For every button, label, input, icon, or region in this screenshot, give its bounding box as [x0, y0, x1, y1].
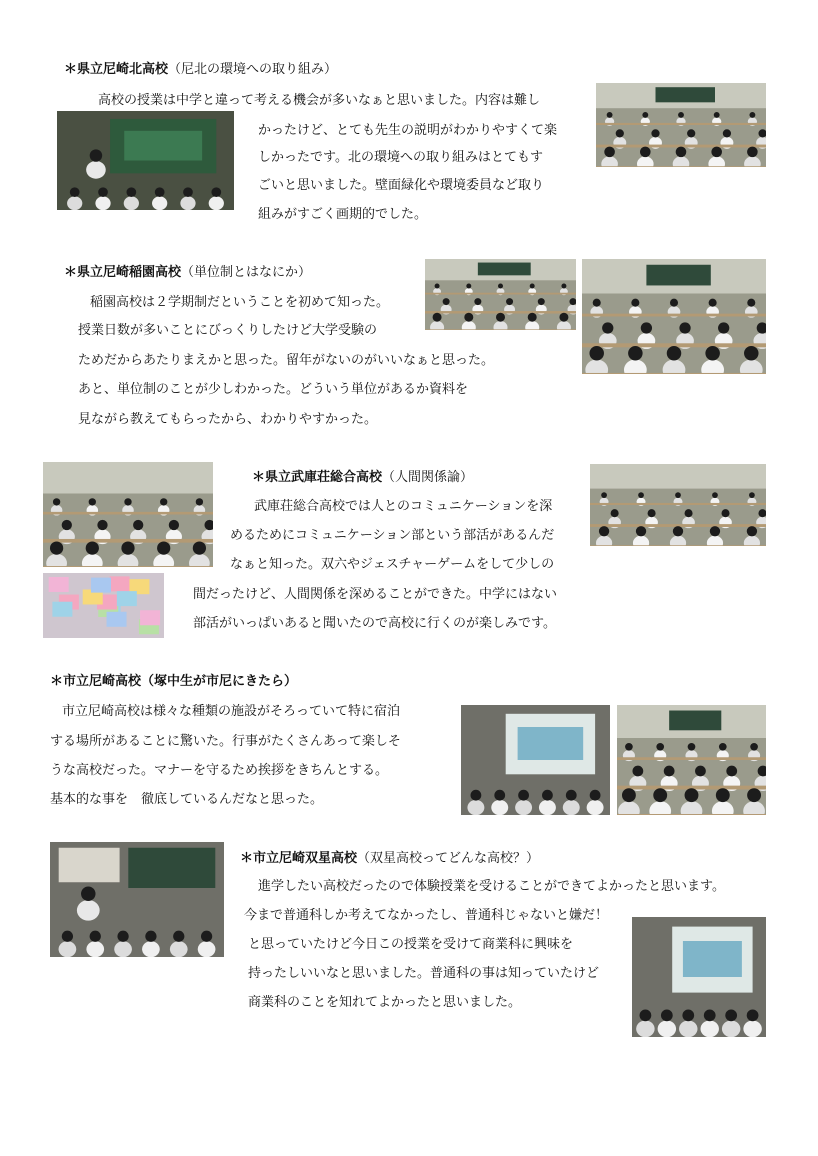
- section-heading-mukonoso: [252, 468, 473, 488]
- section-subtitle: （塚中生が市尼にきたら）: [141, 674, 298, 689]
- paragraph-line: 持ったしいいなと思いました。普通科の事は知っていたけど: [248, 966, 600, 981]
- paragraph-line: めるためにコミュニケーション部という部活があるんだ: [230, 528, 555, 543]
- section-heading-ichiritsu-amagasaki: [50, 672, 297, 692]
- paragraph-line: する場所があることに驚いた。行事がたくさんあって楽しそ: [50, 734, 401, 749]
- section-heading-sousei: [240, 849, 539, 869]
- paragraph-line: ごいと思いました。壁面緑化や環境委員など取り: [258, 178, 545, 193]
- section-heading-inaen: [64, 263, 311, 283]
- paragraph-line: 商業科のことを知れてよかったと思いました。: [248, 995, 522, 1010]
- paragraph-line: 部活がいっぱいあると聞いたので高校に行くのが楽しみです。: [193, 616, 556, 631]
- school-name: ＊県立尼崎北高校: [64, 62, 169, 77]
- paragraph-line: うな高校だった。マナーを守るため挨拶をきちんとする。: [50, 763, 389, 778]
- section-heading-amagasaki-kita: [64, 60, 337, 80]
- photo-projector-lecture: [461, 705, 610, 815]
- paragraph-line: 高校の授業は中学と違って考える機会が多いなぁと思いました。内容は難し: [98, 93, 541, 108]
- paragraph-line: 見ながら教えてもらったから、わかりやすかった。: [78, 412, 378, 427]
- paragraph-line: 市立尼崎高校は様々な種類の施設がそろっていて特に宿泊: [62, 704, 401, 719]
- paragraph-line: かったけど、とても先生の説明がわかりやすくて楽: [258, 123, 558, 138]
- paragraph-line: 授業日数が多いことにびっくりしたけど大学受験の: [78, 323, 378, 338]
- paragraph-line: と思っていたけど今日この授業を受けて商業科に興味を: [248, 937, 574, 952]
- photo-students-standing: [43, 462, 213, 567]
- paragraph-line: なぁと知った。双六やジェスチャーゲームをして少しの: [230, 557, 555, 572]
- photo-paper-hearts-board: [43, 573, 164, 638]
- paragraph-line: 武庫荘総合高校では人とのコミュニケーションを深: [254, 499, 553, 514]
- paragraph-line: しかったです。北の環境への取り組みはとてもす: [258, 150, 543, 165]
- photo-projector-sousei: [632, 917, 766, 1037]
- photo-classroom-inaen-2: [582, 259, 766, 374]
- section-subtitle: （単位制とはなにか）: [181, 265, 312, 280]
- paragraph-line: あと、単位制のことが少しわかった。どういう単位があるか資料を: [78, 382, 469, 397]
- paragraph-line: 間だったけど、人間関係を深めることができた。中学にはない: [193, 587, 558, 602]
- photo-classroom-inaen-1: [425, 259, 576, 330]
- section-subtitle: （双星高校ってどんな高校？）: [357, 851, 540, 866]
- photo-teacher-blackboard: [50, 842, 224, 957]
- paragraph-line: 稲園高校は２学期制だということを初めて知った。: [90, 295, 390, 310]
- school-name: ＊県立尼崎稲園高校: [64, 265, 182, 280]
- paragraph-line: ためだからあたりまえかと思った。留年がないのがいいなぁと思った。: [78, 353, 495, 368]
- paragraph-line: 今まで普通科しか考えてなかったし、普通科じゃないと嫌だ！: [244, 908, 609, 923]
- paragraph-line: 組みがすごく画期的でした。: [258, 207, 428, 222]
- school-name: ＊市立尼崎高校: [50, 674, 142, 689]
- photo-classroom-ichiama: [617, 705, 766, 815]
- paragraph-line: 進学したい高校だったので体験授業を受けることができてよかったと思います。: [258, 879, 725, 894]
- photo-classroom-desks-1: [596, 83, 766, 167]
- photo-teacher-presentation-1: [57, 111, 234, 210]
- photo-students-seated-1: [590, 464, 766, 546]
- school-name: ＊市立尼崎双星高校: [240, 851, 358, 866]
- section-subtitle: （尼北の環境への取り組み）: [168, 62, 338, 77]
- paragraph-line: 基本的な事を 徹底しているんだなと思った。: [50, 792, 324, 807]
- school-name: ＊県立武庫荘総合高校: [252, 470, 383, 485]
- section-subtitle: （人間関係論）: [382, 470, 474, 485]
